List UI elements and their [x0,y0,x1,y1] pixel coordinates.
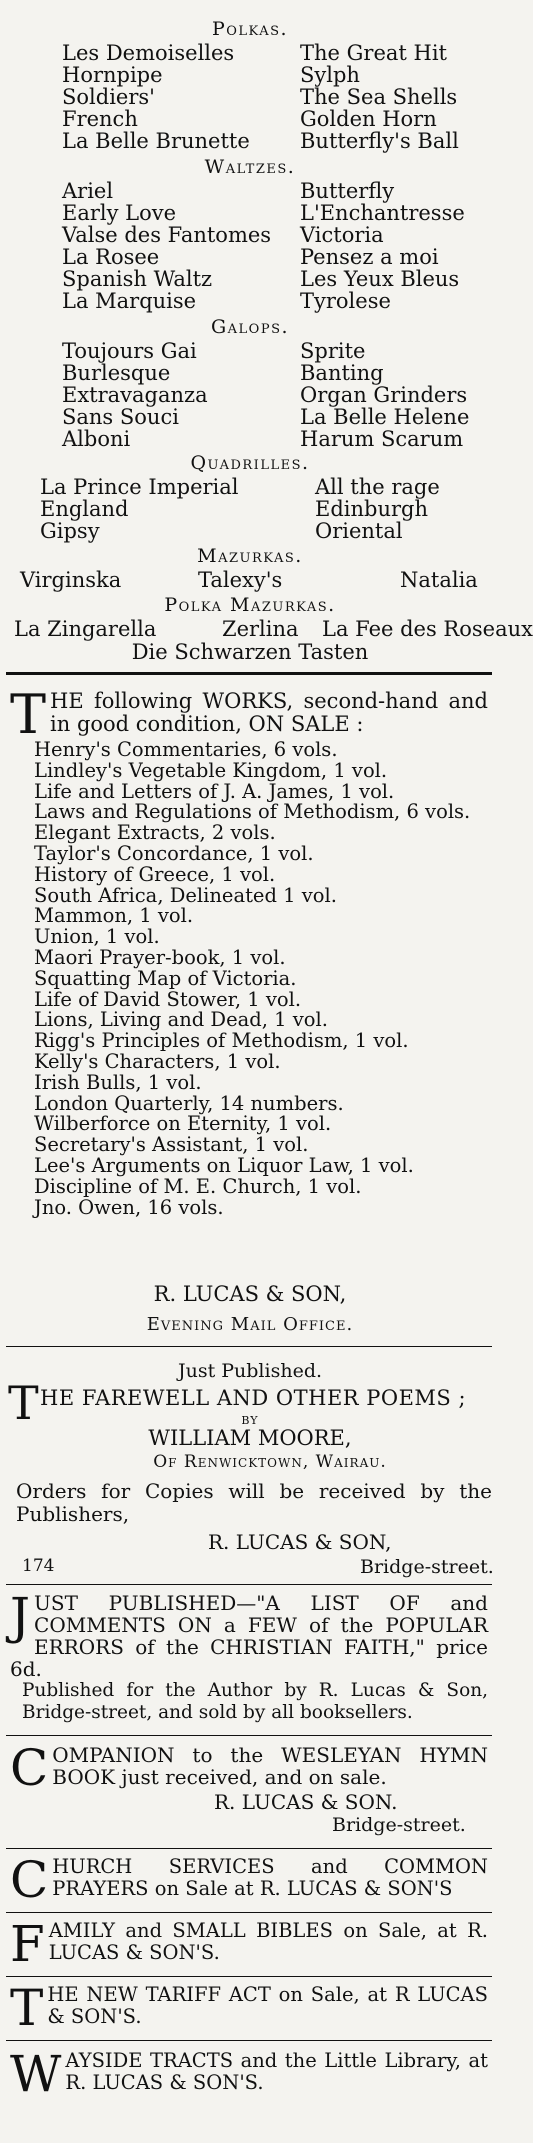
list-item: England [40,497,129,521]
polkas-right-list [300,42,459,152]
drop-cap: W [10,2045,62,2103]
errors-ad-body: UST PUBLISHED—"A LIST OF and COMMENTS ON a FEW of the POPULAR ERRORS of the CHRISTIAN FAITH," price 6d. [10,1591,488,1681]
list-item: Harum Scarum [300,427,464,451]
drop-cap: J [10,1587,31,1645]
list-item: Wilberforce on Eternity, 1 vol. [34,1112,332,1136]
list-item: Victoria [300,223,384,247]
list-item: Squatting Map of Victoria. [34,966,297,990]
tracts-ad-body: AYSIDE TRACTS and the Little Library, at R. LUCAS & SON'S. [65,2049,488,2094]
list-item: La Belle Brunette [62,129,250,153]
list-item: Valse des Fantomes [62,223,272,247]
hymn-ad-street: Bridge-street. [332,1814,466,1836]
list-item: Virginska [20,568,122,592]
list-item: Alboni [62,427,131,451]
list-item: Early Love [62,201,177,225]
list-item: Union, 1 vol. [34,925,160,949]
list-item: Lindley's Vegetable Kingdom, 1 vol. [34,758,388,782]
polkas-heading: Polkas. [211,18,289,40]
list-item: The Sea Shells [300,85,458,109]
list-item: Golden Horn [300,107,437,131]
list-item: L'Enchantresse [300,201,465,225]
list-item: Maori Prayer-book, 1 vol. [34,945,286,969]
works-intro-text: HE following WORKS, second-hand and in good condition, ON SALE : [50,689,488,736]
list-item: All the rage [315,475,440,499]
hymn-ad-body: OMPANION to the WESLEYAN HYMN BOOK just received, and on sale. [52,1743,488,1789]
list-item: Pensez a moi [300,245,439,269]
divider [6,1735,492,1736]
poems-title: HE FAREWELL AND OTHER POEMS ; [40,1386,467,1410]
divider [6,2040,492,2041]
list-item: Sans Souci [62,405,179,429]
list-item: Butterfly's Ball [300,129,459,153]
list-item: Jno. Owen, 16 vols. [34,1195,224,1219]
waltzes-right-list [300,180,465,312]
list-item: Discipline of M. E. Church, 1 vol. [34,1174,362,1198]
divider [6,1346,492,1347]
works-list [34,740,470,1218]
poems-signature: R. LUCAS & SON, [208,1530,392,1554]
drop-cap: T [10,1979,44,2037]
divider [6,1976,492,1977]
list-item: Banting [300,361,384,385]
drop-cap: F [10,1915,45,1973]
works-intro [10,683,488,746]
errors-ad-publisher: Published for the Author by R. Lucas & Son, Bridge-street, and sold by all booksellers. [22,1680,488,1723]
list-item: Lee's Arguments on Liquor Law, 1 vol. [34,1153,414,1177]
list-item: La Fee des Roseaux [322,617,533,641]
drop-cap: C [10,1739,49,1797]
waltzes-heading: Waltzes. [204,156,296,178]
list-item: Tyrolese [300,289,391,313]
list-item: Lions, Living and Dead, 1 vol. [34,1008,328,1032]
list-item: Toujours Gai [62,339,197,363]
list-item: Oriental [315,519,403,543]
quadrilles-left-list [40,476,239,542]
list-item: Edinburgh [315,497,428,521]
list-item: La Marquise [62,289,197,313]
list-item: Talexy's [198,568,283,592]
polkas-left-list [62,42,250,152]
errors-ad-text [10,1587,488,1681]
list-item: Henry's Commentaries, 6 vols. [34,738,338,761]
hymn-ad-text [10,1739,488,1797]
list-item: Organ Grinders [300,383,468,407]
poems-place: Of Renwicktown, Wairau. [153,1452,387,1472]
poems-number: 174 [22,1556,55,1576]
poems-street: Bridge-street. [360,1556,494,1578]
list-item: South Africa, Delineated 1 vol. [34,883,337,907]
church-ad-body: HURCH SERVICES and COMMON PRAYERS on Sale at R. LUCAS & SON'S [52,1855,488,1900]
list-item: Ariel [62,179,114,203]
hymn-ad-signature: R. LUCAS & SON. [214,1790,398,1814]
list-item: Les Yeux Bleus [300,267,460,291]
list-item: Mammon, 1 vol. [34,904,194,928]
divider [6,672,492,675]
list-item: Gipsy [40,519,100,543]
drop-cap: T [10,683,47,746]
list-item: Rigg's Principles of Methodism, 1 vol. [34,1029,409,1053]
list-item: Burlesque [62,361,171,385]
galops-heading: Galops. [210,316,290,338]
list-item: La Zingarella [14,617,157,641]
list-item: Soldiers' [62,85,155,109]
divider [6,1848,492,1849]
list-item: The Great Hit [300,41,447,65]
bibles-ad-body: AMILY and SMALL BIBLES on Sale, at R. LUCAS & SON'S. [48,1919,488,1964]
quadrilles-heading: Quadrilles. [190,452,310,474]
list-item: Natalia [400,568,478,592]
drop-cap: C [10,1851,49,1909]
poems-just-published: Just Published. [177,1360,323,1382]
waltzes-left-list [62,180,271,312]
list-item: Life of David Stower, 1 vol. [34,987,302,1011]
poems-author: WILLIAM MOORE, [148,1426,352,1450]
list-item: Elegant Extracts, 2 vols. [34,821,276,845]
list-item: La Prince Imperial [40,475,239,499]
bibles-ad-text [10,1915,488,1973]
list-item: Life and Letters of J. A. James, 1 vol. [34,779,395,803]
poems-orders: Orders for Copies will be received by the Publishers, [16,1479,492,1526]
galops-left-list [62,340,208,450]
list-item: Sprite [300,339,366,363]
polka-mazurkas-heading: Polka Mazurkas. [164,594,336,616]
list-item: Irish Bulls, 1 vol. [34,1070,202,1094]
tariff-ad-text [10,1979,488,2037]
divider [6,1912,492,1913]
list-item: Hornpipe [62,63,163,87]
mazurkas-heading: Mazurkas. [197,545,303,567]
list-item: Butterfly [300,179,395,203]
works-office: Evening Mail Office. [146,1314,354,1335]
list-item: Laws and Regulations of Methodism, 6 vols. [34,800,471,824]
works-signature: R. LUCAS & SON, [153,1282,347,1306]
quadrilles-right-list [315,476,440,542]
list-item: Kelly's Characters, 1 vol. [34,1049,281,1073]
list-item: La Belle Helene [300,405,470,429]
list-item: Taylor's Concordance, 1 vol. [34,841,314,865]
poems-by: BY [241,1414,259,1427]
list-item: Die Schwarzen Tasten [131,640,369,664]
drop-cap: T [8,1376,39,1430]
list-item: Secretary's Assistant, 1 vol. [34,1133,309,1157]
list-item: French [62,107,138,131]
list-item: London Quarterly, 14 numbers. [34,1091,344,1115]
list-item: Sylph [300,63,360,87]
list-item: Extravaganza [62,383,208,407]
list-item: History of Greece, 1 vol. [34,862,276,886]
divider [6,1584,492,1585]
list-item: Les Demoiselles [62,41,235,65]
list-item: Spanish Waltz [62,267,213,291]
tariff-ad-body: HE NEW TARIFF ACT on Sale, at R LUCAS & SON'S. [47,1983,488,2028]
tracts-ad-text [10,2045,488,2103]
list-item: La Rosee [62,245,160,269]
galops-right-list [300,340,469,450]
church-ad-text [10,1851,488,1909]
list-item: Zerlina [222,617,299,641]
